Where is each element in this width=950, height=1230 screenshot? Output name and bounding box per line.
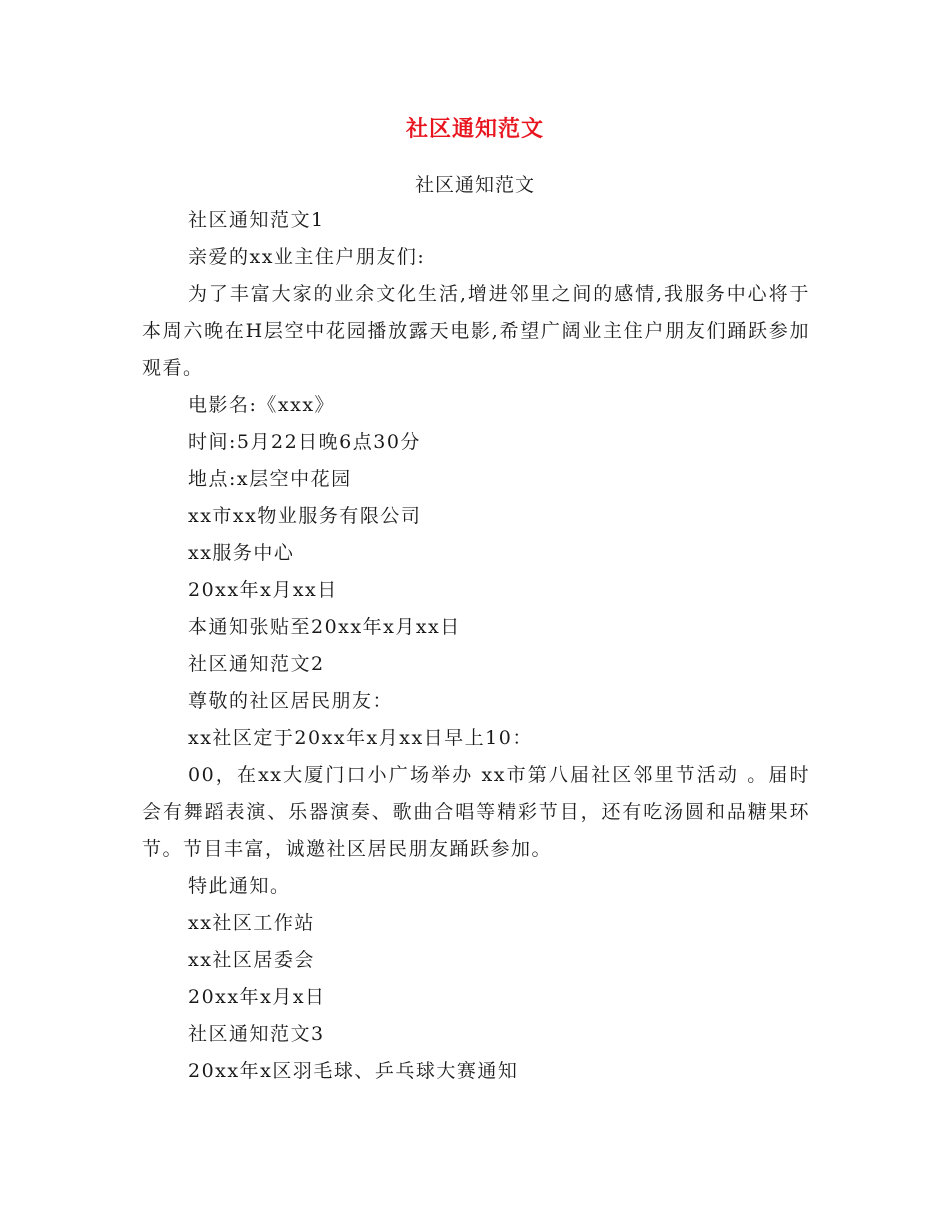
paragraph: 20xx年x月xx日: [188, 579, 338, 601]
paragraph: xx服务中心: [188, 542, 295, 564]
paragraph: 亲爱的xx业主住户朋友们:: [188, 246, 426, 268]
paragraph: 时间:5月22日晚6点30分: [188, 431, 421, 453]
document-body: [142, 202, 810, 1090]
paragraph: xx社区定于20xx年x月xx日早上10：: [188, 727, 533, 749]
paragraph: 特此通知。: [188, 875, 291, 897]
paragraph: xx社区居委会: [188, 949, 315, 971]
paragraph: 为了丰富大家的业余文化生活,增进邻里之间的感情,我服务中心将于本周六晚在H层空中花园播放露天电影,希望广阔业主住户朋友们踊跃参加观看。: [142, 283, 810, 379]
document-subtitle: 社区通知范文: [414, 174, 535, 196]
paragraph: xx社区工作站: [188, 912, 315, 934]
paragraph: 尊敬的社区居民朋友：: [188, 690, 394, 712]
paragraph: 20xx年x区羽毛球、乒乓球大赛通知: [188, 1060, 519, 1082]
paragraph: xx市xx物业服务有限公司: [188, 505, 422, 527]
document-title: 社区通知范文: [405, 116, 544, 142]
paragraph: 社区通知范文2: [188, 653, 325, 675]
paragraph: 地点:x层空中花园: [188, 468, 352, 490]
paragraph: 20xx年x月x日: [188, 986, 326, 1008]
paragraph: 00，在xx大厦门口小广场举办 xx市第八届社区邻里节活动 。届时会有舞蹈表演、乐器演奏、歌曲合唱等精彩节目，还有吃汤圆和品糖果环节。节目丰富，诚邀社区居民朋友踊跃参加。: [142, 764, 810, 860]
paragraph: 社区通知范文1: [188, 209, 325, 231]
paragraph: 电影名:《xxx》: [188, 394, 336, 416]
paragraph: 本通知张贴至20xx年x月xx日: [188, 616, 461, 638]
paragraph: 社区通知范文3: [188, 1023, 325, 1045]
